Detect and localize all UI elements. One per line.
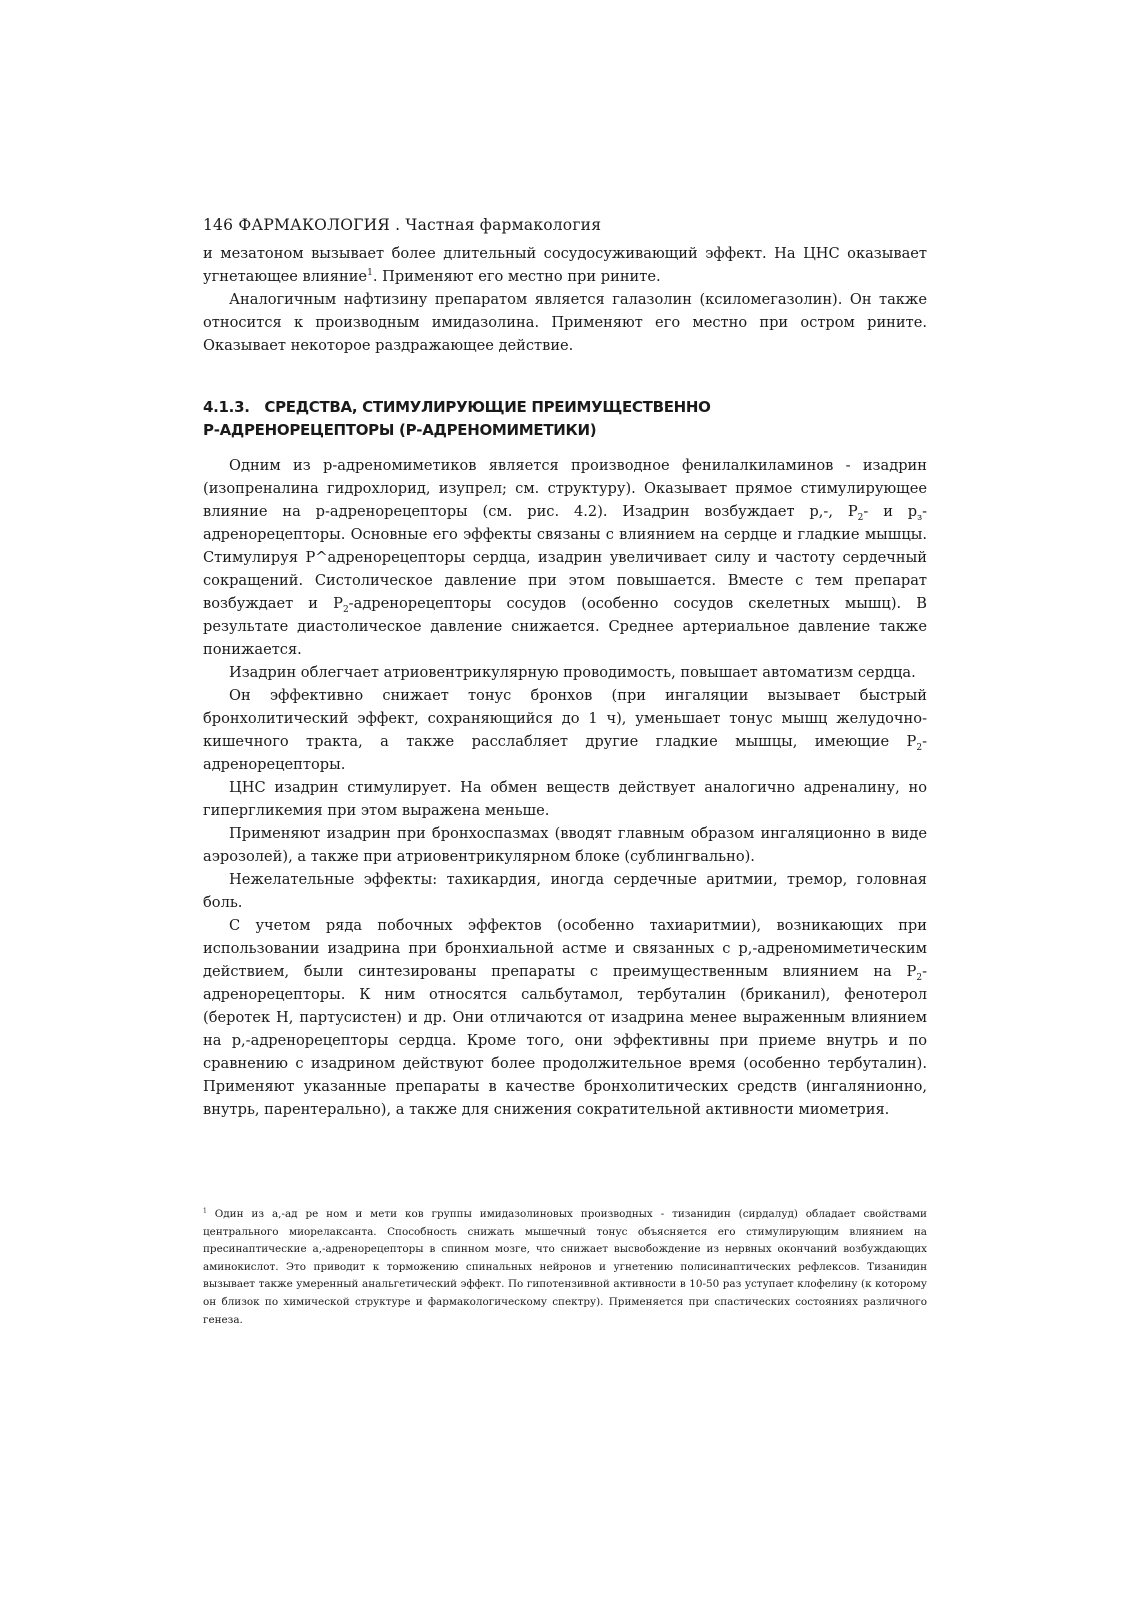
- subscript: 2: [916, 972, 923, 983]
- footnote: [203, 1206, 927, 1329]
- intro-paragraph-2: Аналогичным нафтизину препаратом является галазолин (ксиломегазолин). Он также относится к производным имидазолина. Применяют его местно при остром рините. Оказывает некоторое раздражающее действие.: [203, 291, 927, 354]
- body-p1-text-c: -адренорецепторы. Основные его эффекты связаны с влиянием на сердце и гладкие мышцы. Стимулируя Р^адренорецепторы сердца, изадрин увеличивает силу и частоту сердечный сокращений. Систолическое давление при этом повышается. Вместе с тем препарат возбуждает и Р: [203, 503, 927, 612]
- body-p7-text-b: -адренорецепторы. К ним относятся сальбутамол, тербуталин (бриканил), фенотерол (беротек Н, партусистен) и др. Они отличаются от изадрина менее выраженным влиянием на р,-адренорецепторы сердца. Кроме того, они эффективны при приеме внутрь и по сравнению с изадрином действуют более продолжительное время (особенно тербуталин). Применяют указанные препараты в качестве бронхолитических средств (ингалянионно, внутрь, парентерально), а также для снижения сократительной активности миометрия.: [203, 963, 927, 1118]
- intro-paragraph-1: [203, 242, 927, 288]
- body-paragraph-4: ЦНС изадрин стимулирует. На обмен веществ действует аналогично адреналину, но гипергликемия при этом выражена меньше.: [203, 779, 927, 819]
- subscript: 2: [342, 604, 349, 615]
- body-p7-text-a: С учетом ряда побочных эффектов (особенно тахиаритмии), возникающих при использовании изадрина при бронхиальной астме и связанных с р,-адреномиметическим действием, были синтезированы препараты с преимущественным влиянием на Р: [203, 917, 927, 980]
- body-paragraph-1: [203, 454, 927, 661]
- subscript: 2: [916, 742, 923, 753]
- page-number: 146: [203, 216, 234, 234]
- subscript: 2: [857, 512, 864, 523]
- footnote-reference: 1: [367, 268, 373, 279]
- footnote-marker: 1: [203, 1207, 207, 1215]
- body-paragraph-6: Нежелательные эффекты: тахикардия, иногда сердечные аритмии, тремор, головная боль.: [203, 871, 927, 911]
- section-heading-line-2: Р-АДРЕНОРЕЦЕПТОРЫ (Р-АДРЕНОМИМЕТИКИ): [203, 421, 597, 439]
- intro-p1-text-a: и мезатоном вызывает более длительный сосудосуживающий эффект. На ЦНС оказывает угнетающее влияние: [203, 245, 927, 285]
- page-header: [203, 216, 601, 234]
- running-title: ФАРМАКОЛОГИЯ . Частная фармакология: [238, 216, 602, 234]
- body-paragraph-5: Применяют изадрин при бронхоспазмах (вводят главным образом ингаляционно в виде аэрозолей), а также при атриовентрикулярном блоке (сублингвально).: [203, 825, 927, 865]
- section-heading: [203, 396, 927, 442]
- intro-p1-text-b: . Применяют его местно при рините.: [372, 268, 661, 285]
- body-p3-text-b: -адренорецепторы.: [203, 733, 927, 773]
- subscript: з: [917, 512, 923, 523]
- body-p1-text-a: Одним из р-адреномиметиков является производное фенилалкиламинов - изадрин (изопреналина гидрохлорид, изупрел; см. структуру). Оказывает прямое стимулирующее влияние на р-адренорецепторы (см. рис. 4.2). Изадрин возбуждает р,-, Р: [203, 457, 927, 520]
- footnote-text: Один из а,-ад ре ном и мети ков группы имидазолиновых производных - тизанидин (сирдалуд) обладает свойствами центрального миорелаксанта. Способность снижать мышечный тонус объясняется его стимулирующим влиянием на пресинаптические а,-адренорецепторы в спинном мозге, что снижает высвобождение из нервных окончаний возбуждающих аминокислот. Это приводит к торможению спинальных нейронов и угнетению полисинаптических рефлексов. Тизанидин вызывает также умеренный анальгетический эффект. По гипотензивной активности в 10-50 раз уступает клофелину (к которому он близок по химической структуре и фармакологическому спектру). Применяется при спастических состояниях различного генеза.: [203, 1208, 927, 1326]
- body-paragraph-3: [203, 684, 927, 776]
- body-paragraph-2: Изадрин облегчает атриовентрикулярную проводимость, повышает автоматизм сердца.: [229, 664, 916, 681]
- body-p3-text-a: Он эффективно снижает тонус бронхов (при ингаляции вызывает быстрый бронхолитический эффект, сохраняющийся до 1 ч), уменьшает тонус мышц желудочно-кишечного тракта, а также расслабляет другие гладкие мышцы, имеющие Р: [203, 687, 927, 750]
- intro-text: [203, 242, 927, 357]
- section-body: [203, 454, 927, 1121]
- body-paragraph-7: [203, 914, 927, 1121]
- body-p1-text-b: - и р: [863, 503, 918, 520]
- section-heading-line-1: 4.1.3. СРЕДСТВА, СТИМУЛИРУЮЩИЕ ПРЕИМУЩЕСТВЕННО: [203, 398, 711, 416]
- body-p1-text-d: -адренорецепторы сосудов (особенно сосудов скелетных мышц). В результате диастолическое давление снижается. Среднее артериальное давление также понижается.: [203, 595, 927, 658]
